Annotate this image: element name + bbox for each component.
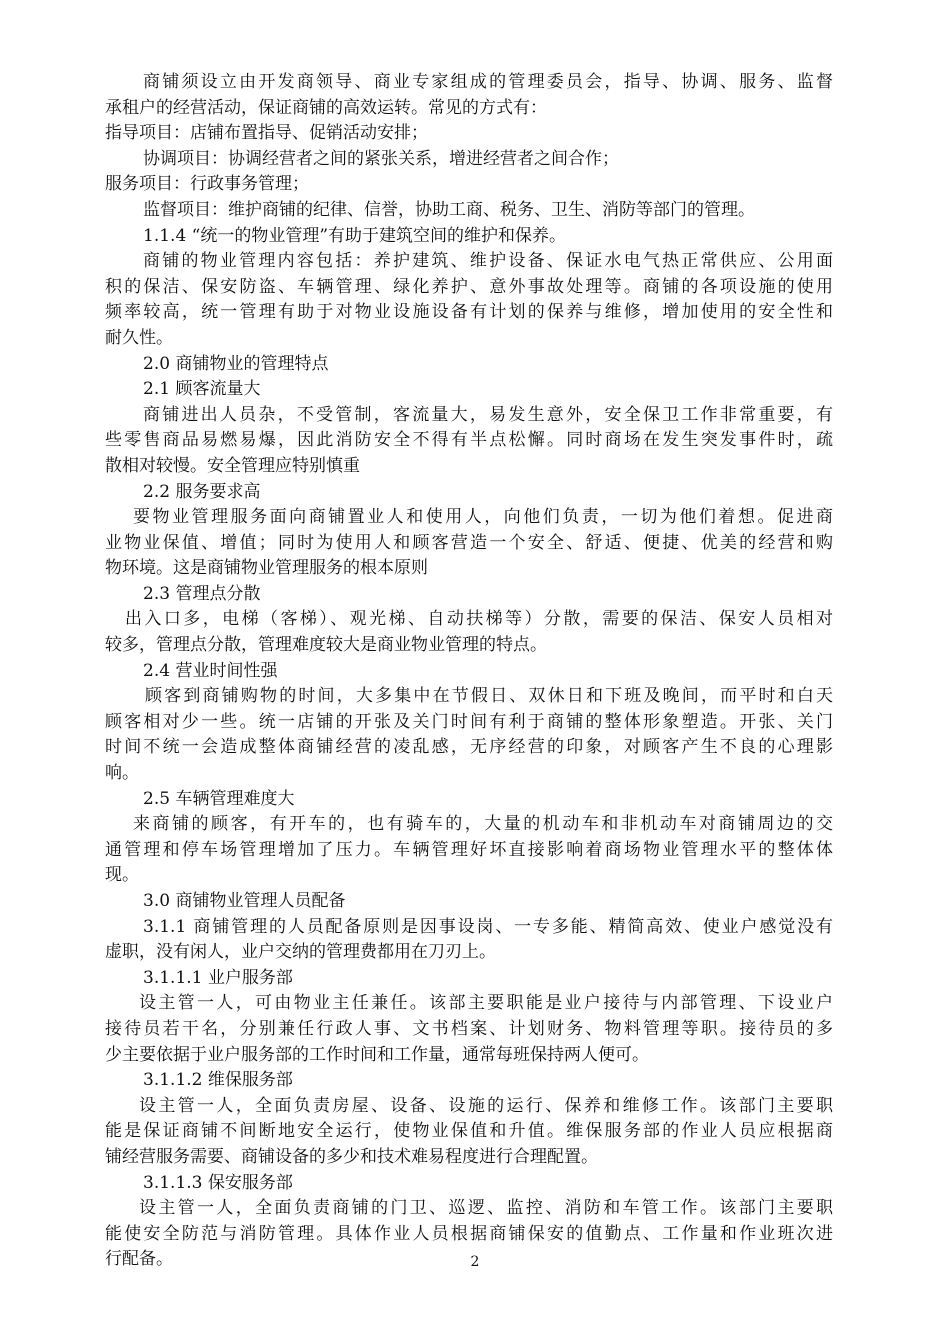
- text-line: 指导项目：店铺布置指导、促销活动安排；: [105, 123, 428, 144]
- section-heading: 3.1.1.3 保安服务部: [143, 1172, 293, 1193]
- text-line: 设主管一人，可由物业主任兼任。该部主要职能是业户接待与内部管理、下设业户: [139, 993, 833, 1014]
- section-heading: 2.5 车辆管理难度大: [143, 788, 295, 809]
- text-line: 商铺须设立由开发商领导、商业专家组成的管理委员会，指导、协调、服务、监督: [143, 72, 833, 92]
- text-line: 接待员若干名，分别兼任行政人事、文书档案、计划财务、物料管理等职。接待员的多: [105, 1018, 833, 1039]
- text-line: 顾客相对少一些。统一店铺的开张及关门时间有利于商铺的整体形象塑造。开张、关门: [105, 711, 833, 732]
- text-line: 出入口多，电梯（客梯）、观光梯、自动扶梯等）分散，需要的保洁、保安人员相对: [125, 609, 833, 630]
- section-heading: 1.1.4 “统一的物业管理”有助于建筑空间的维护和保养。: [143, 225, 567, 246]
- text-line: 来商铺的顾客，有开车的，也有骑车的，大量的机动车和非机动车对商铺周边的交: [133, 814, 833, 835]
- text-line: 通管理和停车场管理增加了压力。车辆管理好坏直接影响着商场物业管理水平的整体体: [105, 839, 833, 860]
- text-line: 商铺进出人员杂，不受管制，客流量大，易发生意外，安全保卫工作非常重要，有: [143, 404, 833, 425]
- text-line: 商铺的物业管理内容包括：养护建筑、维护设备、保证水电气热正常供应、公用面: [143, 251, 833, 272]
- text-line: 频率较高，统一管理有助于对物业设施设备有计划的保养与维修，增加使用的安全性和: [105, 302, 833, 323]
- text-line: 监督项目：维护商铺的纪律、信誉，协助工商、税务、卫生、消防等部门的管理。: [143, 199, 755, 220]
- text-line: 协调项目：协调经营者之间的紧张关系，增进经营者之间合作；: [143, 148, 619, 169]
- text-line: 耐久性。: [105, 327, 173, 348]
- text-line: 能是保证商铺不间断地安全运行，使物业保值和升值。维保服务部的作业人员应根据商: [105, 1121, 833, 1142]
- text-line: 3.1.1 商铺管理的人员配备原则是因事设岗、一专多能、精简高效、使业户感觉没有: [143, 916, 833, 937]
- page-number: 2: [470, 1254, 480, 1270]
- section-heading: 3.0 商铺物业管理人员配备: [143, 891, 346, 911]
- text-line: 承租户的经营活动，保证商铺的高效运转。常见的方式有：: [105, 97, 547, 118]
- text-line: 时间不统一会造成整体商铺经营的凌乱感，无序经营的印象，对顾客产生不良的心理影: [105, 737, 833, 758]
- text-line: 要物业管理服务面向商铺置业人和使用人，向他们负责，一切为他们着想。促进商: [133, 507, 833, 528]
- text-line: 行配备。: [105, 1249, 173, 1270]
- text-line: 较多，管理点分散，管理难度较大是商业物业管理的特点。: [105, 635, 547, 656]
- text-line: 设主管一人，全面负责商铺的门卫、巡逻、监控、消防和车管工作。该部门主要职: [139, 1198, 833, 1219]
- text-line: 业物业保值、增值；同时为使用人和顾客营造一个安全、舒适、便捷、优美的经营和购: [105, 532, 833, 553]
- section-heading: 2.1 顾客流量大: [143, 379, 261, 400]
- text-line: 物环境。这是商铺物业管理服务的根本原则: [105, 558, 428, 579]
- text-line: 顾客到商铺购物的时间，大多集中在节假日、双休日和下班及晚间，而平时和白天: [145, 686, 833, 707]
- section-heading: 3.1.1.2 维保服务部: [143, 1070, 293, 1091]
- text-line: 服务项目：行政事务管理；: [105, 174, 309, 195]
- text-line: 散相对较慢。安全管理应特别慎重: [105, 455, 360, 476]
- section-heading: 2.4 营业时间性强: [143, 660, 278, 681]
- text-line: 铺经营服务需要、商铺设备的多少和技术难易程度进行合理配置。: [105, 1146, 598, 1167]
- section-heading: 2.2 服务要求高: [143, 481, 261, 502]
- text-line: 积的保洁、保安防盗、车辆管理、绿化养护、意外事故处理等。商铺的各项设施的使用: [105, 276, 833, 297]
- text-line: 现。: [105, 865, 139, 886]
- text-line: 响。: [105, 763, 139, 784]
- text-line: 虚职，没有闲人，业户交纳的管理费都用在刀刃上。: [105, 942, 496, 963]
- document-body: [105, 70, 833, 1273]
- section-heading: 3.1.1.1 业户服务部: [143, 967, 293, 988]
- text-line: 设主管一人，全面负责房屋、设备、设施的运行、保养和维修工作。该部门主要职: [139, 1095, 833, 1116]
- section-heading: 2.0 商铺物业的管理特点: [143, 353, 329, 374]
- text-line: 少主要依据于业户服务部的工作时间和工作量，通常每班保持两人便可。: [105, 1044, 649, 1065]
- text-line: 些零售商品易燃易爆，因此消防安全不得有半点松懈。同时商场在发生突发事件时，疏: [105, 430, 833, 451]
- section-heading: 2.3 管理点分散: [143, 583, 261, 604]
- text-line: 能使安全防范与消防管理。具体作业人员根据商铺保安的值勤点、工作量和作业班次进: [105, 1223, 833, 1244]
